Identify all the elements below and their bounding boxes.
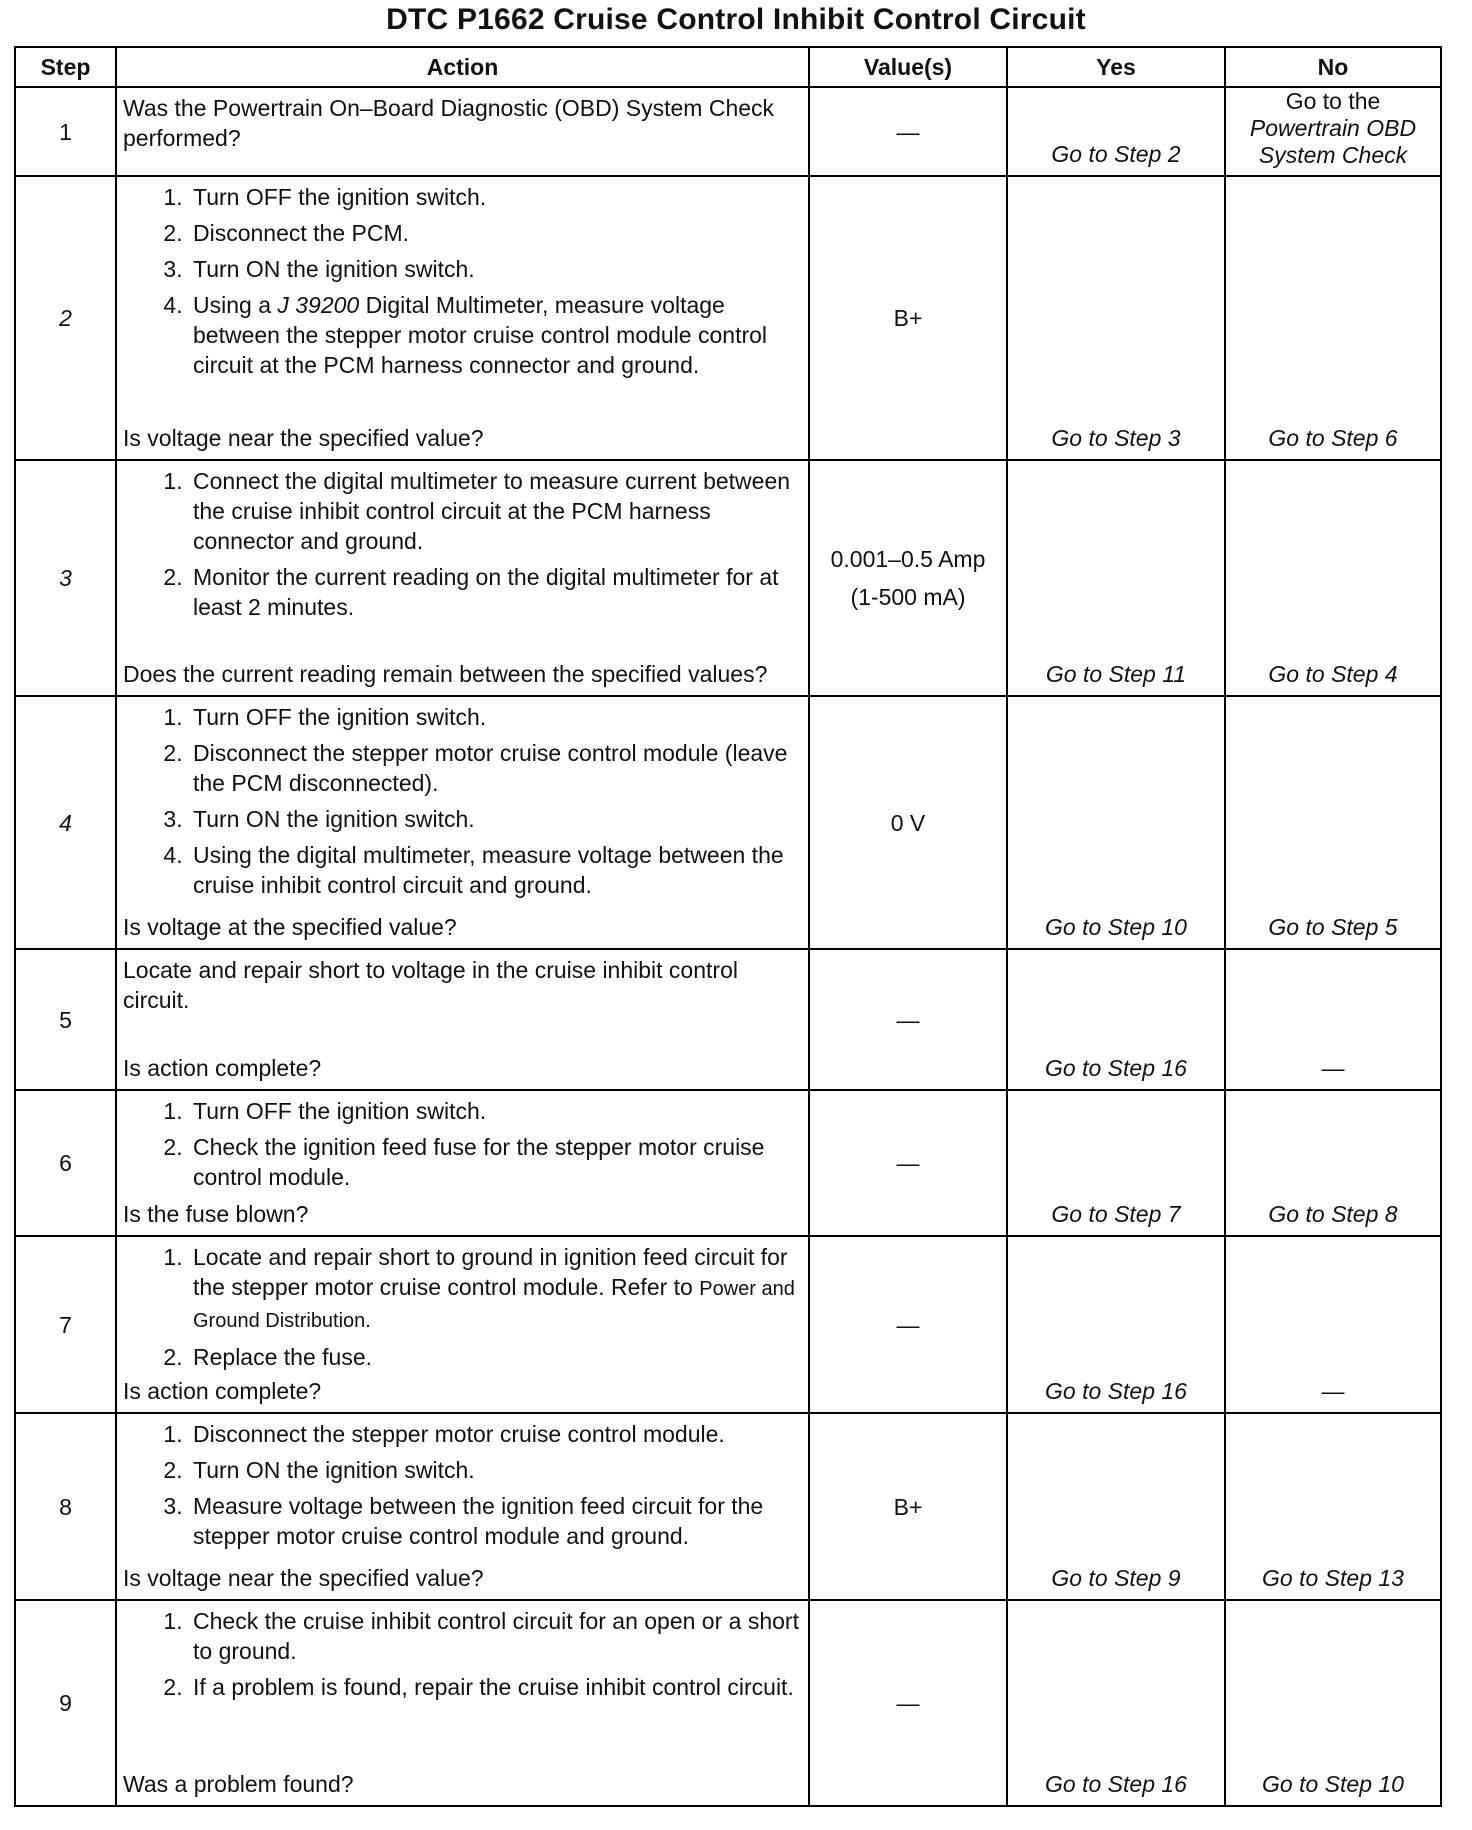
table-row: [15, 1413, 1441, 1600]
action-cell: [116, 696, 809, 949]
action-item: 1. Disconnect the stepper motor cruise control module.: [189, 1419, 802, 1449]
action-cell: [116, 1600, 809, 1806]
header-action: Action: [116, 47, 809, 87]
yes-cell: Go to Step 16: [1007, 949, 1225, 1090]
action-cell: [116, 460, 809, 696]
no-cell: Go to Step 4: [1225, 460, 1441, 696]
action-item: 2. Turn ON the ignition switch.: [189, 1455, 802, 1485]
header-yes: Yes: [1007, 47, 1225, 87]
yes-cell: Go to Step 16: [1007, 1600, 1225, 1806]
table-row: [15, 696, 1441, 949]
no-cell: [1225, 87, 1441, 176]
step-number: 1: [15, 87, 116, 176]
table-row: [15, 87, 1441, 176]
yes-cell: Go to Step 16: [1007, 1236, 1225, 1413]
action-item: 1. Check the cruise inhibit control circuit for an open or a short to ground.: [189, 1606, 802, 1666]
action-text: Locate and repair short to ground in ignition feed circuit for the stepper motor cruise control module. Refer to: [193, 1244, 788, 1300]
no-link: Powertrain OBD System Check: [1249, 115, 1417, 168]
value-cell: —: [809, 1090, 1007, 1236]
step-number: 8: [15, 1413, 116, 1600]
no-cell: Go to Step 10: [1225, 1600, 1441, 1806]
page-title: DTC P1662 Cruise Control Inhibit Control Circuit: [386, 3, 1086, 36]
action-item: 3. Measure voltage between the ignition feed circuit for the stepper motor cruise control module and ground.: [189, 1491, 802, 1551]
header-no: No: [1225, 47, 1441, 87]
action-question: Is voltage near the specified value?: [123, 1565, 484, 1591]
action-item: [189, 1242, 802, 1336]
yes-cell: Go to Step 2: [1007, 87, 1225, 176]
value-cell: 0 V: [809, 696, 1007, 949]
yes-cell: Go to Step 9: [1007, 1413, 1225, 1600]
table-row: [15, 1600, 1441, 1806]
yes-cell: Go to Step 7: [1007, 1090, 1225, 1236]
value-cell: —: [809, 87, 1007, 176]
yes-cell: Go to Step 11: [1007, 460, 1225, 696]
yes-cell: Go to Step 10: [1007, 696, 1225, 949]
no-text: Go to the: [1285, 88, 1381, 114]
action-question: Was a problem found?: [123, 1771, 354, 1797]
table-row: [15, 460, 1441, 696]
table-row: [15, 1090, 1441, 1236]
action-text: Using a: [193, 292, 278, 318]
action-item: 1. Turn OFF the ignition switch.: [189, 1096, 802, 1126]
action-item: 2. Disconnect the PCM.: [189, 218, 802, 248]
tool-name: J 39200: [277, 292, 360, 318]
action-item: 1. Turn OFF the ignition switch.: [189, 182, 802, 212]
yes-cell: Go to Step 3: [1007, 176, 1225, 460]
action-question: Does the current reading remain between the specified values?: [123, 661, 768, 687]
no-cell: —: [1225, 1236, 1441, 1413]
no-cell: —: [1225, 949, 1441, 1090]
action-item: 2. Replace the fuse.: [189, 1342, 802, 1372]
action-question: Is action complete?: [123, 1378, 322, 1404]
action-item: 1. Turn OFF the ignition switch.: [189, 702, 802, 732]
action-item: 1. Connect the digital multimeter to measure current between the cruise inhibit control circuit at the PCM harness connector and ground.: [189, 466, 802, 556]
step-number: 5: [15, 949, 116, 1090]
action-item: 3. Turn ON the ignition switch.: [189, 804, 802, 834]
action-steps: [123, 182, 802, 384]
action-item: 4. Using the digital multimeter, measure voltage between the cruise inhibit control circuit and ground.: [189, 840, 802, 900]
action-cell: [116, 1090, 809, 1236]
step-number: 4: [15, 696, 116, 949]
header-step: Step: [15, 47, 116, 87]
value-cell: [809, 460, 1007, 696]
action-item: 2. If a problem is found, repair the cruise inhibit control circuit.: [189, 1672, 802, 1702]
value-cell: B+: [809, 176, 1007, 460]
step-number: 2: [15, 176, 116, 460]
no-cell: Go to Step 5: [1225, 696, 1441, 949]
no-cell: Go to Step 6: [1225, 176, 1441, 460]
header-row: [15, 47, 1441, 87]
action-question: Is voltage at the specified value?: [123, 914, 457, 940]
action-steps: [123, 702, 802, 904]
action-text: Locate and repair short to voltage in the cruise inhibit control circuit.: [123, 957, 738, 1013]
action-question: Is action complete?: [123, 1055, 322, 1081]
action-cell: [116, 176, 809, 460]
action-cell: [116, 1413, 809, 1600]
action-cell: [116, 1236, 809, 1413]
cross-reference: Power and Ground Distribution.: [193, 1278, 795, 1332]
action-question: Is the fuse blown?: [123, 1201, 309, 1227]
value-cell: —: [809, 1236, 1007, 1413]
step-number: 7: [15, 1236, 116, 1413]
action-item: [189, 290, 802, 380]
action-steps: [123, 1242, 802, 1376]
action-cell: [116, 87, 809, 176]
action-question: Is voltage near the specified value?: [123, 425, 484, 451]
table-row: [15, 176, 1441, 460]
table-row: [15, 949, 1441, 1090]
action-item: 2. Check the ignition feed fuse for the stepper motor cruise control module.: [189, 1132, 802, 1192]
action-text: Digital Multimeter, measure voltage between the stepper motor cruise control module control circuit at the PCM harness connector and ground.: [193, 292, 768, 378]
action-steps: [123, 466, 802, 626]
step-number: 9: [15, 1600, 116, 1806]
action-item: 2. Disconnect the stepper motor cruise control module (leave the PCM disconnected).: [189, 738, 802, 798]
diagnostic-table: [14, 46, 1442, 1807]
action-cell: [116, 949, 809, 1090]
no-cell: Go to Step 13: [1225, 1413, 1441, 1600]
step-number: 3: [15, 460, 116, 696]
action-steps: [123, 1419, 802, 1555]
value-cell: —: [809, 1600, 1007, 1806]
header-values: Value(s): [809, 47, 1007, 87]
value-cell: —: [809, 949, 1007, 1090]
value-line: (1-500 mA): [850, 584, 966, 610]
action-steps: [123, 1606, 802, 1706]
action-item: 3. Turn ON the ignition switch.: [189, 254, 802, 284]
action-item: 2. Monitor the current reading on the digital multimeter for at least 2 minutes.: [189, 562, 802, 622]
step-number: 6: [15, 1090, 116, 1236]
action-text: Was the Powertrain On–Board Diagnostic (OBD) System Check performed?: [123, 95, 775, 151]
value-line: 0.001–0.5 Amp: [830, 546, 986, 572]
table-row: [15, 1236, 1441, 1413]
value-cell: B+: [809, 1413, 1007, 1600]
action-steps: [123, 1096, 802, 1196]
no-cell: Go to Step 8: [1225, 1090, 1441, 1236]
